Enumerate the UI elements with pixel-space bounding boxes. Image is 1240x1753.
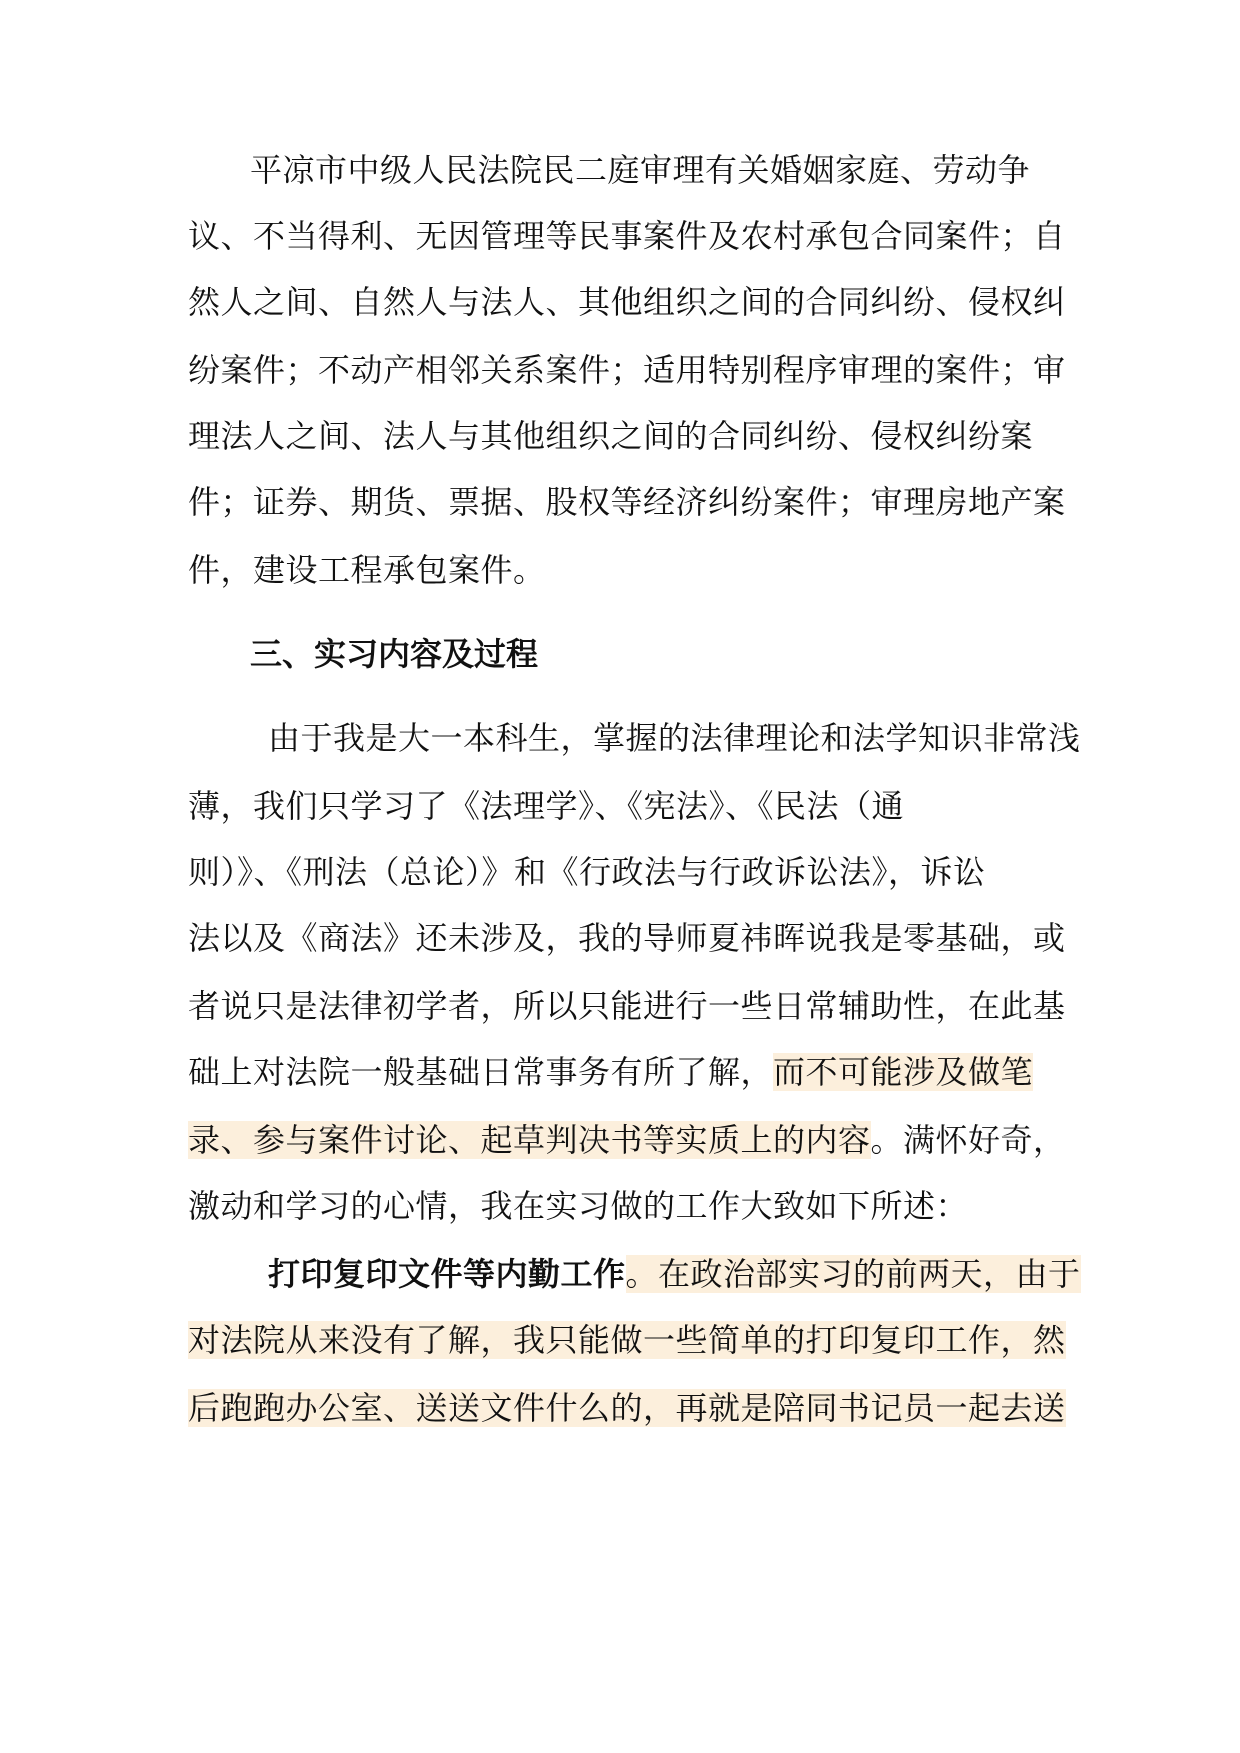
paragraph3-line-1 bbox=[268, 1254, 1081, 1294]
paragraph2-line-7 bbox=[188, 1120, 1066, 1160]
highlighted-text: 录、参与案件讨论、起草判决书等实质上的内容 bbox=[188, 1121, 871, 1159]
paragraph2-line-6 bbox=[188, 1052, 1033, 1092]
paragraph1-line-6: 件；证券、期货、票据、股权等经济纠纷案件；审理房地产案 bbox=[188, 483, 1066, 521]
paragraph1-line-1: 平凉市中级人民法院民二庭审理有关婚姻家庭、劳动争 bbox=[250, 151, 1031, 189]
paragraph2-line-3: 则）》、《刑法（总论）》和《行政法与行政诉讼法》，诉讼 bbox=[188, 853, 986, 891]
highlighted-text: 。在政治部实习的前两天，由于 bbox=[625, 1255, 1081, 1293]
paragraph2-line-6-text: 础上对法院一般基础日常事务有所了解， bbox=[188, 1053, 774, 1091]
highlighted-text: 对法院从来没有了解，我只能做一些简单的打印复印工作，然 bbox=[188, 1321, 1066, 1359]
paragraph2-line-7-text: 。满怀好奇， bbox=[870, 1121, 1066, 1159]
paragraph1-line-5: 理法人之间、法人与其他组织之间的合同纠纷、侵权纠纷案 bbox=[188, 417, 1034, 455]
paragraph3-line-3 bbox=[188, 1388, 1066, 1428]
paragraph1-line-4: 纷案件；不动产相邻关系案件；适用特别程序审理的案件；审 bbox=[188, 351, 1066, 389]
paragraph2-line-4: 法以及《商法》还未涉及，我的导师夏祎晖说我是零基础，或 bbox=[188, 919, 1066, 957]
paragraph1-line-2: 议、不当得利、无因管理等民事案件及农村承包合同案件；自 bbox=[188, 217, 1066, 255]
paragraph2-line-8: 激动和学习的心情，我在实习做的工作大致如下所述： bbox=[188, 1187, 969, 1225]
highlighted-text: 而不可能涉及做笔 bbox=[773, 1053, 1034, 1091]
paragraph1-line-7: 件，建设工程承包案件。 bbox=[188, 551, 546, 589]
bold-lead-text: 打印复印文件等内勤工作 bbox=[268, 1255, 626, 1293]
paragraph3-line-2 bbox=[188, 1320, 1066, 1360]
paragraph2-line-1: 由于我是大一本科生，掌握的法律理论和法学知识非常浅 bbox=[268, 719, 1081, 757]
paragraph1-line-3: 然人之间、自然人与法人、其他组织之间的合同纠纷、侵权纠 bbox=[188, 283, 1066, 321]
section-heading: 三、实习内容及过程 bbox=[250, 635, 539, 673]
paragraph2-line-5: 者说只是法律初学者，所以只能进行一些日常辅助性，在此基 bbox=[188, 987, 1066, 1025]
paragraph2-line-2: 薄，我们只学习了《法理学》、《宪法》、《民法（通 bbox=[188, 787, 905, 825]
highlighted-text: 后跑跑办公室、送送文件什么的，再就是陪同书记员一起去送 bbox=[188, 1389, 1066, 1427]
